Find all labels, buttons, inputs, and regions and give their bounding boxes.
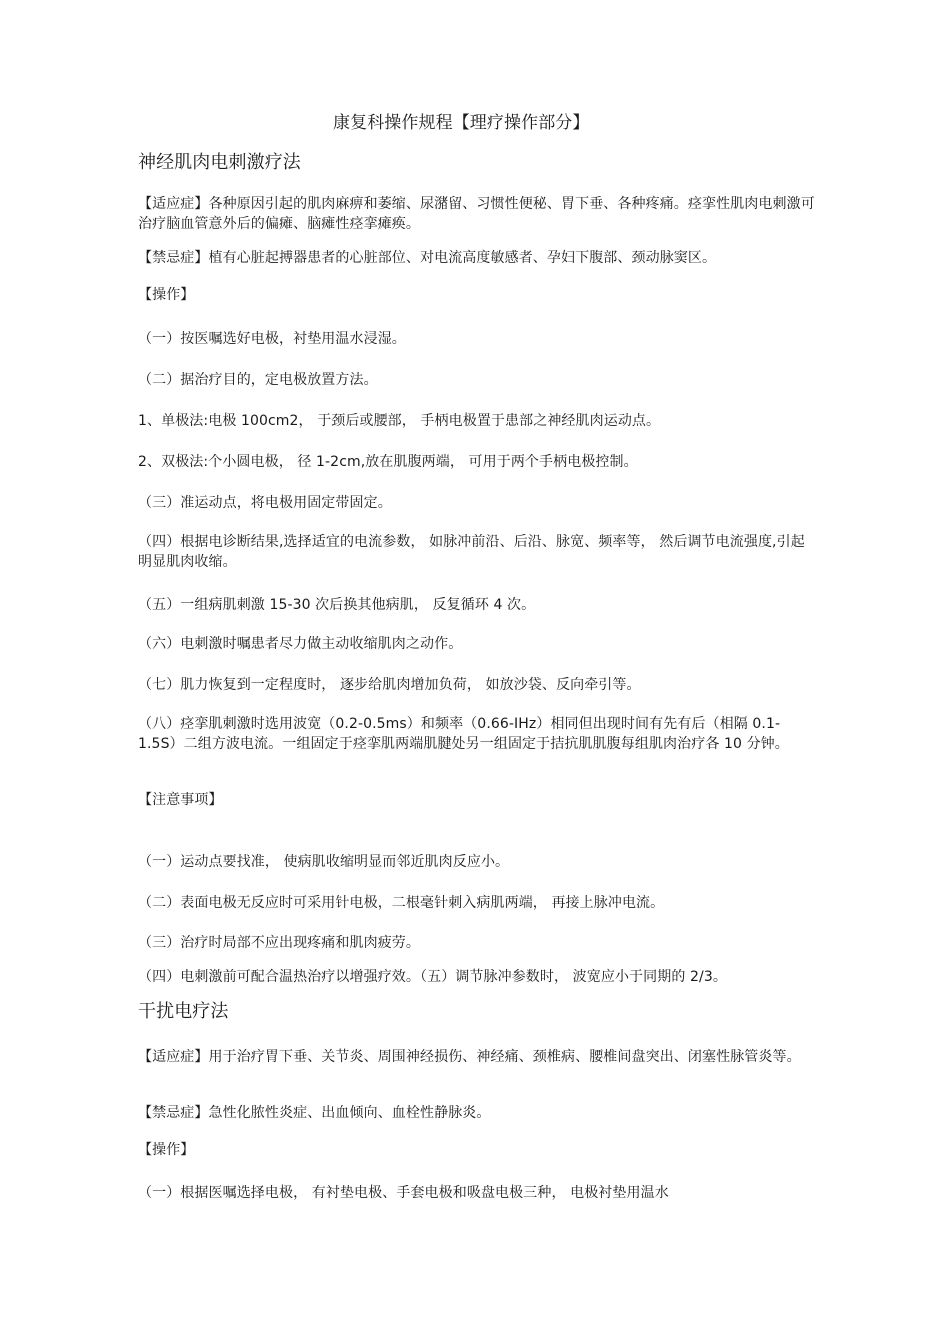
note-item: （二）表面电极无反应时可采用针电极，二根毫针刺入病肌两端， 再接上脉冲电流。 [138, 895, 665, 911]
step-item: （二）据治疗目的，定电极放置方法。 [138, 372, 378, 388]
step-item: （三）准运动点，将电极用固定带固定。 [138, 495, 392, 511]
section-heading-nmes: 神经肌肉电刺激疗法 [138, 152, 301, 173]
document-title: 康复科操作规程【理疗操作部分】 [333, 113, 590, 133]
notes-label: 【注意事项】 [138, 792, 223, 808]
indications-paragraph: 【适应症】用于治疗胃下垂、关节炎、周围神经损伤、神经痛、颈椎病、腰椎间盘突出、闭塞性脉管炎等。 [138, 1049, 801, 1065]
contraindications-paragraph: 【禁忌症】急性化脓性炎症、出血倾向、血栓性静脉炎。 [138, 1105, 491, 1121]
step-item: （六）电刺激时嘱患者尽力做主动收缩肌肉之动作。 [138, 636, 463, 652]
step-item: 2、双极法:个小圆电极， 径 1-2cm,放在肌腹两端， 可用于两个手柄电极控制。 [138, 454, 638, 470]
operation-label: 【操作】 [138, 1142, 195, 1158]
note-item: （三）治疗时局部不应出现疼痛和肌肉疲劳。 [138, 935, 420, 951]
note-item: （一）运动点要找准， 使病肌收缩明显而邻近肌肉反应小。 [138, 854, 510, 870]
note-item: （四）电刺激前可配合温热治疗以增强疗效。（五）调节脉冲参数时， 波宽应小于同期的 2/3。 [138, 969, 727, 985]
indications-paragraph: 【适应症】各种原因引起的肌肉麻痹和萎缩、尿潴留、习惯性便秘、胃下垂、各种疼痛。痉挛性肌肉电刺激可治疗脑血管意外后的偏瘫、脑瘫性痉挛瘫痪。 [138, 196, 815, 232]
section-heading-interferential: 干扰电疗法 [138, 1001, 229, 1022]
step-item: （八）痉挛肌刺激时选用波宽（0.2-0.5ms）和频率（0.66-IHz）相同但出现时间有先有后（相隔 0.1-1.5S）二组方波电流。一组固定于痉挛肌两端肌腱处另一组固定于拮抗肌肌腹每组肌肉治疗各 10 分钟。 [138, 716, 789, 752]
step-item: （五）一组病肌刺激 15-30 次后换其他病肌， 反复循环 4 次。 [138, 597, 536, 613]
step-item: （七）肌力恢复到一定程度时， 逐步给肌肉增加负荷， 如放沙袋、反向牵引等。 [138, 677, 641, 693]
contraindications-paragraph: 【禁忌症】植有心脏起搏器患者的心脏部位、对电流高度敏感者、孕妇下腹部、颈动脉窦区。 [138, 250, 717, 266]
step-item: 1、单极法:电极 100cm2， 于颈后或腰部， 手柄电极置于患部之神经肌肉运动点。 [138, 413, 661, 429]
operation-label: 【操作】 [138, 287, 195, 303]
step-item: （一）根据医嘱选择电极， 有衬垫电极、手套电极和吸盘电极三种， 电极衬垫用温水 [138, 1185, 669, 1201]
step-item: （四）根据电诊断结果,选择适宜的电流参数， 如脉冲前沿、后沿、脉宽、频率等， 然后调节电流强度,引起明显肌肉收缩。 [138, 534, 805, 570]
step-item: （一）按医嘱选好电极，衬垫用温水浸湿。 [138, 331, 406, 347]
